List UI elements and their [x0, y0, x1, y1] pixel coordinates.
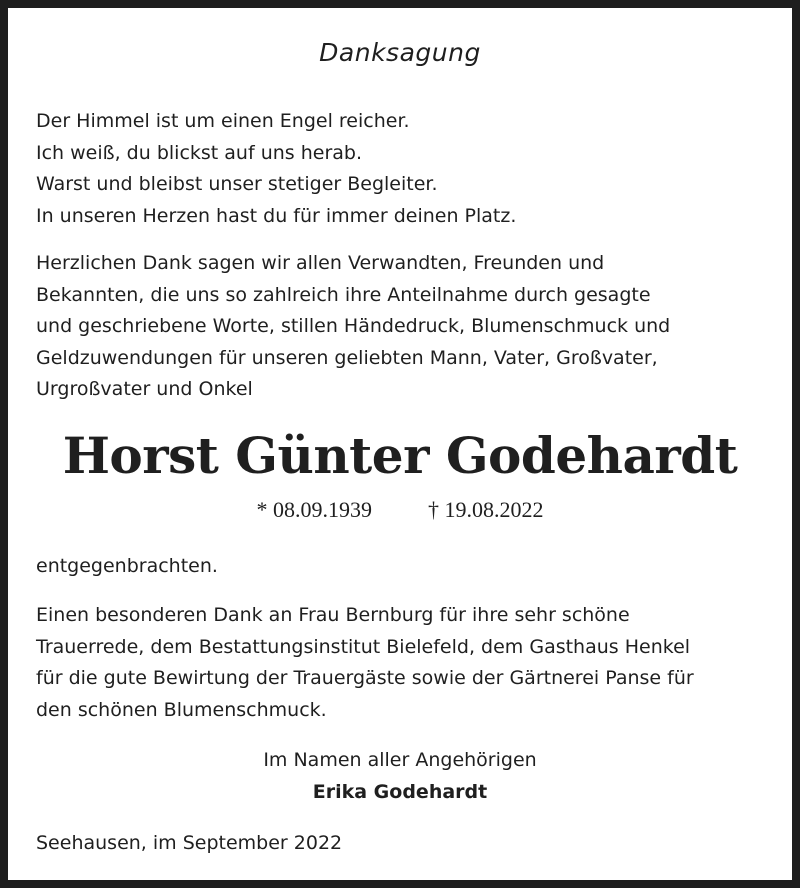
life-dates	[36, 497, 764, 523]
death-date: † 19.08.2022	[428, 497, 544, 522]
paragraph-line: Bekannten, die uns so zahlreich ihre Anteilnahme durch gesagte	[36, 283, 651, 306]
poem-line: Der Himmel ist um einen Engel reicher.	[36, 110, 410, 132]
thanks-closing: entgegenbrachten.	[36, 555, 218, 577]
paragraph-line: Herzlichen Dank sagen wir allen Verwandten, Freunden und	[36, 252, 605, 274]
poem	[36, 106, 764, 232]
paragraph-line: Geldzuwendungen für unseren geliebten Mann, Vater, Großvater,	[36, 346, 658, 369]
signoff	[36, 745, 764, 808]
deceased-name: Horst Günter Godehardt	[62, 426, 738, 485]
notice-content	[36, 8, 764, 880]
poem-line: Ich weiß, du blickst auf uns herab.	[36, 141, 363, 164]
birth-date: * 08.09.1939	[256, 497, 372, 522]
thanks-paragraph	[36, 248, 764, 406]
place-date: Seehausen, im September 2022	[36, 832, 343, 854]
poem-line: In unseren Herzen hast du für immer deinen Platz.	[36, 204, 517, 227]
special-thanks-paragraph	[36, 600, 764, 726]
notice-heading: Danksagung	[319, 38, 481, 67]
paragraph-line: und geschriebene Worte, stillen Händedruck, Blumenschmuck und	[36, 315, 671, 337]
signer-name: Erika Godehardt	[312, 780, 488, 803]
paragraph-line: Einen besonderen Dank an Frau Bernburg für ihre sehr schöne	[36, 604, 630, 626]
paragraph-line: für die gute Bewirtung der Trauergäste sowie der Gärtnerei Panse für	[36, 667, 694, 689]
paragraph-line: Trauerrede, dem Bestattungsinstitut Bielefeld, dem Gasthaus Henkel	[36, 635, 691, 658]
paragraph-line: den schönen Blumenschmuck.	[36, 698, 327, 721]
signoff-line: Im Namen aller Angehörigen	[263, 749, 537, 771]
paragraph-line: Urgroßvater und Onkel	[36, 378, 253, 400]
poem-line: Warst und bleibst unser stetiger Begleiter.	[36, 173, 438, 195]
